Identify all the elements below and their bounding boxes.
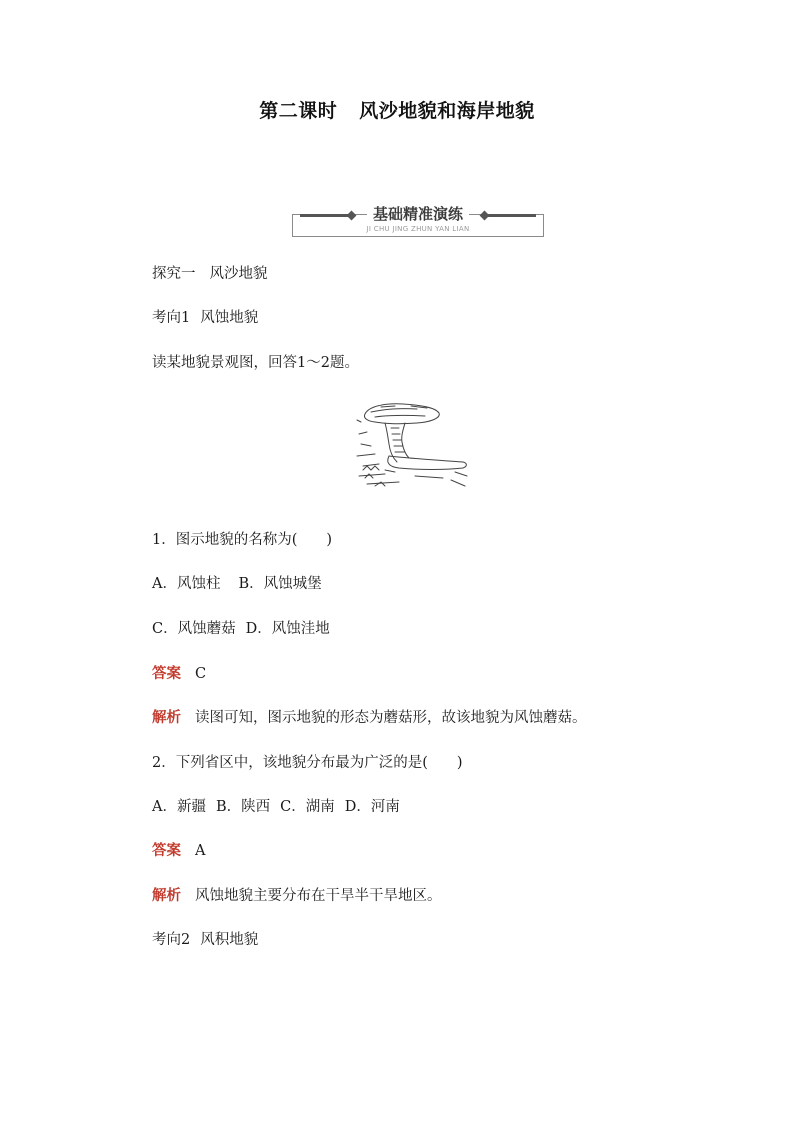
q1-option-d: D．风蚀洼地 [245,621,330,637]
mushroom-rock-illustration [355,400,473,492]
q2-answer-line [152,839,205,860]
direction2-label: 考向2 [152,932,191,948]
q1-options-row1 [152,572,322,593]
q1-option-c: C．风蚀蘑菇 [152,621,236,637]
q2-options-row [152,795,400,816]
section-label: 探究一 [152,266,196,282]
intro-text: 读某地貌景观图，回答1～2题。 [152,355,359,371]
q1-option-b: B．风蚀城堡 [238,576,322,592]
direction1-heading [152,306,258,327]
q1-answer-value: C [195,666,207,682]
q2-option-c: C．湖南 [280,799,335,815]
q1-analysis-text: 读图可知，图示地貌的形态为蘑菇形，故该地貌为风蚀蘑菇。 [195,710,587,726]
banner-pinyin: JI CHU JING ZHUN YAN LIAN [366,225,470,233]
direction2-heading [152,928,258,949]
rock-cap [364,404,439,424]
q2-analysis-text: 风蚀地貌主要分布在干旱半干旱地区。 [195,888,442,904]
section-banner [292,203,544,237]
q1-answer-line [152,662,206,683]
page-title [0,96,794,123]
section-name: 风沙地貌 [209,266,268,282]
q2-analysis-line [152,884,442,905]
q1-stem: 1．图示地貌的名称为( ) [152,532,333,548]
q1-analysis-label: 解析 [152,710,181,726]
banner-title: 基础精准演练 [367,205,469,223]
q2-stem: 2．下列省区中，该地貌分布最为广泛的是( ) [152,755,463,771]
lesson-topic: 风沙地貌和海岸地貌 [359,100,535,122]
q2-answer-value: A [195,843,206,859]
direction1-name: 风蚀地貌 [200,310,259,326]
direction1-label: 考向1 [152,310,191,326]
q1-option-a: A．风蚀柱 [152,576,221,592]
q1-options-row2 [152,617,330,638]
q2-analysis-label: 解析 [152,888,181,904]
q2-option-a: A．新疆 [152,799,206,815]
q1-analysis-line [152,706,587,727]
section-heading [152,262,268,283]
q2-option-b: B．陕西 [215,799,271,815]
q1-answer-label: 答案 [152,666,181,682]
ground-lines [357,420,399,484]
lesson-part: 第二课时 [259,100,338,122]
q2-answer-label: 答案 [152,843,181,859]
q2-option-d: D．河南 [344,799,400,815]
direction2-name: 风积地貌 [200,932,259,948]
banner-title-wrap [292,203,544,225]
rock-base [388,456,467,470]
rock-cap-texture [371,406,427,417]
